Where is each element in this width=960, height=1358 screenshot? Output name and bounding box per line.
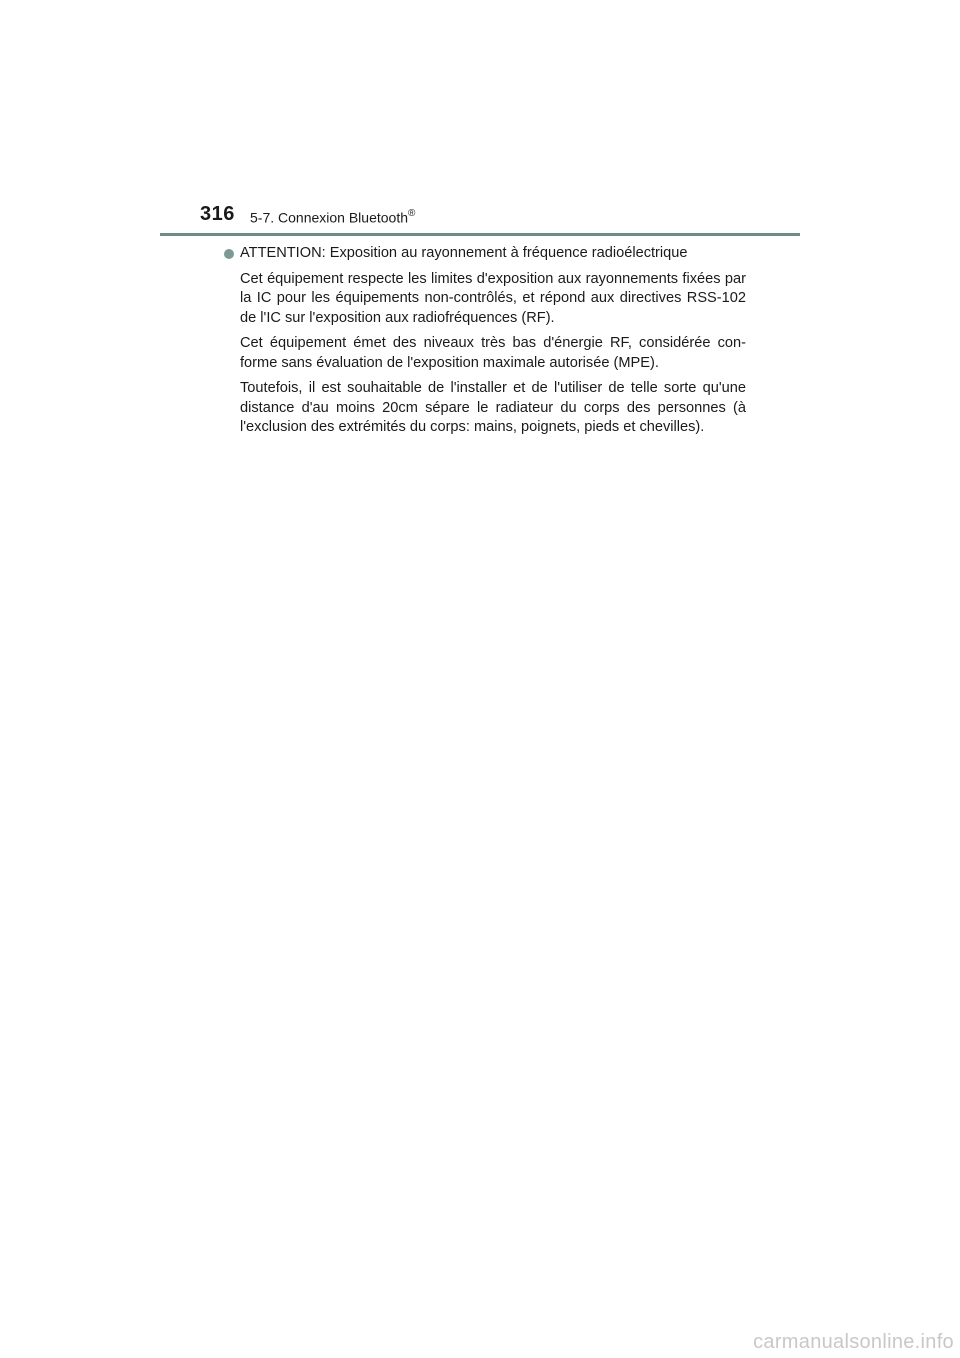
watermark-link[interactable]: carmanualsonline.info [753, 1331, 954, 1353]
paragraph-3: Toutefois, il est souhaitable de l'installer et de l'utiliser de telle sorte qu'une distance d'au moins 20cm sépare le radiateur du corps des personnes (à l'exclusion des extrémités du corps: mains, poignets, pieds et chevilles). [240, 380, 746, 435]
bullet-dot-icon [224, 249, 234, 259]
header-divider [160, 233, 800, 236]
main-content [224, 244, 746, 444]
bullet-item [224, 244, 746, 264]
paragraph-2: Cet équipement émet des niveaux très bas d'énergie RF, considérée con-forme sans évaluation de l'exposition maximale autorisée (MPE). [240, 335, 746, 371]
bullet-title-text: ATTENTION: Exposition au rayonnement à fréquence radioélectrique [240, 245, 688, 261]
section-title-text: 5-7. Connexion Bluetooth [250, 209, 408, 226]
paragraph-1: Cet équipement respecte les limites d'exposition aux rayonnements fixées par la IC pour les équipements non-contrôlés, et répond aux directives RSS-102 de l'IC sur l'exposition aux radiofréquences (RF). [240, 270, 746, 326]
page-header [200, 203, 800, 233]
page-number: 316 [200, 203, 235, 225]
registered-mark: ® [408, 208, 416, 219]
section-title [250, 209, 415, 226]
